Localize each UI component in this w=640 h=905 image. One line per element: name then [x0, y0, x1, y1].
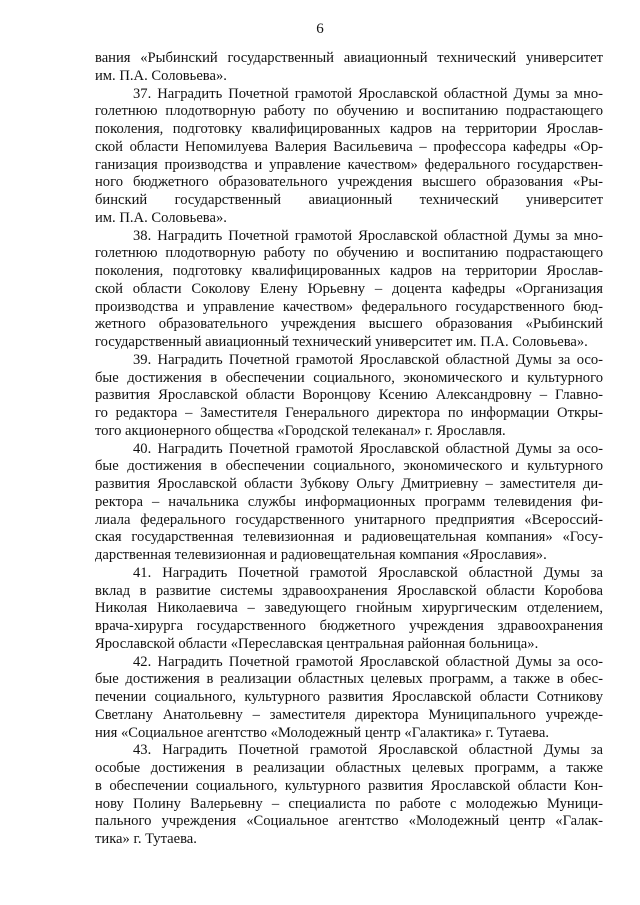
text-line: вания «Рыбинский государственный авиационный технический университет	[95, 50, 603, 66]
paragraph-41	[95, 565, 603, 654]
text-line: пального учреждения «Социальное агентство «Молодежный центр «Галак-	[95, 813, 603, 830]
text-line: поколения, подготовку квалифицированных кадров на территории Ярослав-	[95, 263, 603, 279]
text-line: того акционерного общества «Городской телеканал» г. Ярославля.	[95, 422, 506, 439]
text-line: вклад в развитие системы здравоохранения Ярославской области Коробова	[95, 582, 603, 599]
text-line: Светлану Анатольевну – заместителя директора Муниципального учрежде-	[95, 706, 603, 723]
text-line: особые достижения в реализации областных целевых программ, а также	[95, 760, 603, 776]
text-line: 43. Наградить Почетной грамотой Ярославской областной Думы за	[133, 742, 603, 759]
text-line: го редактора – Заместителя Генерального директора по информации Откры-	[95, 405, 603, 421]
text-line: Ярославской области «Переславская центральная районная больница».	[95, 635, 539, 652]
text-line: бые достижения в реализации областных целевых программ, а также в обес-	[95, 671, 603, 688]
text-line: 40. Наградить Почетной грамотой Ярославской областной Думы за осо-	[133, 440, 603, 457]
text-line: тика» г. Тутаева.	[95, 831, 197, 847]
text-line: производства и управление качеством» федерального государственного бюд-	[95, 298, 603, 315]
text-line: бые достижения в обеспечении социального, экономического и культурного	[95, 369, 603, 386]
page-number: 6	[316, 21, 324, 37]
text-line: 39. Наградить Почетной грамотой Ярославской областной Думы за осо-	[133, 351, 603, 368]
text-line: ской области Соколову Елену Юрьевну – доцента кафедры «Организация	[95, 280, 603, 297]
text-line: дарственная телевизионная и радиовещательная компания «Ярославия».	[95, 547, 547, 563]
text-line: голетнюю плодотворную работу по обучению и воспитанию подрастающего	[95, 245, 603, 262]
paragraph-37	[95, 86, 603, 228]
text-line: ния «Социальное агентство «Молодежный центр «Галактика» г. Тутаева.	[95, 724, 549, 741]
text-line: в обеспечении социального, культурного развития Ярославской области Кон-	[95, 777, 603, 794]
text-line: голетнюю плодотворную работу по обучению и воспитанию подрастающего	[95, 103, 603, 120]
text-line: врача-хирурга государственного бюджетного учреждения здравоохранения	[95, 618, 603, 634]
text-line: развития Ярославской области Воронцову Ксению Александровну – Главно-	[95, 387, 603, 404]
text-line: лиала федерального государственного унитарного предприятия «Всероссий-	[95, 511, 603, 528]
text-line: бинский государственный авиационный технический университет	[95, 192, 603, 208]
document-body	[95, 50, 603, 849]
text-line: ганизация производства и управление качеством» федерального государствен-	[95, 156, 603, 173]
text-line: 37. Наградить Почетной грамотой Ярославской областной Думы за мно-	[133, 85, 603, 102]
text-line: ской области Непомилуева Валерия Васильевича – профессора кафедры «Ор-	[95, 138, 603, 155]
paragraph-42	[95, 654, 603, 743]
text-line: 41. Наградить Почетной грамотой Ярославской областной Думы за	[133, 564, 603, 581]
paragraph-43	[95, 742, 603, 849]
text-line: государственный авиационный технический университет им. П.А. Соловьева».	[95, 334, 588, 350]
paragraph-40	[95, 441, 603, 565]
text-line: 38. Наградить Почетной грамотой Ярославской областной Думы за мно-	[133, 227, 603, 244]
text-line: им. П.А. Соловьева».	[95, 67, 227, 84]
text-line: развития Ярославской области Зубкову Ольгу Дмитриевну – заместителя ди-	[95, 476, 603, 492]
text-line: печении социального, культурного развития Ярославской области Сотникову	[95, 689, 603, 705]
text-line: ректора – начальника службы информационных программ телевидения фи-	[95, 493, 603, 510]
text-line: ская государственная телевизионная и радиовещательная компания» «Госу-	[95, 529, 603, 546]
text-line: 42. Наградить Почетной грамотой Ярославской областной Думы за осо-	[133, 653, 603, 670]
text-line: нову Полину Валерьевну – специалиста по работе с молодежью Муници-	[95, 795, 603, 812]
text-line: жетного образовательного учреждения высшего образования «Рыбинский	[95, 316, 603, 333]
text-line: ного бюджетного образовательного учреждения высшего образования «Ры-	[95, 174, 603, 191]
text-line: Николая Николаевича – заведующего гнойным хирургическим отделением,	[95, 600, 603, 617]
text-line: бые достижения в обеспечении социального, экономического и культурного	[95, 458, 603, 475]
paragraph-continuation	[95, 50, 603, 86]
paragraph-39	[95, 352, 603, 441]
paragraph-38	[95, 228, 603, 352]
text-line: поколения, подготовку квалифицированных кадров на территории Ярослав-	[95, 121, 603, 137]
text-line: им. П.А. Соловьева».	[95, 209, 227, 226]
